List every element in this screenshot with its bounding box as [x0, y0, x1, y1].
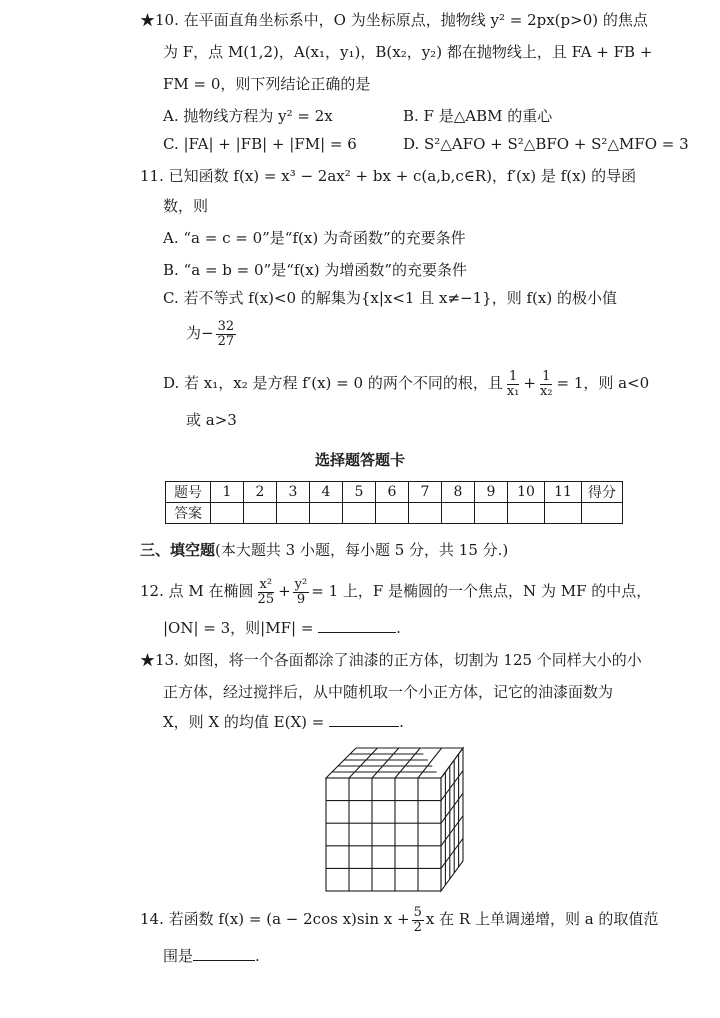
answer-card-row2-label: 答案 [166, 503, 211, 524]
fraction-denominator: x₁ [506, 383, 520, 399]
fraction-numerator: 32 [217, 318, 235, 334]
q11-stem-line1: 已知函数 f(x) = x³ − 2ax² + bx + c(a,b,c∈R)，f′(x) 是 f(x) 的导函 [168, 167, 637, 185]
q14-text-b: x 在 R 上单调递增，则 a 的取值范 [425, 910, 659, 928]
q12-number: 12. [140, 582, 164, 600]
q13-line3 [163, 712, 404, 732]
q11-line1 [140, 166, 636, 186]
answer-cell[interactable] [442, 503, 475, 524]
cube-figure [318, 744, 472, 896]
answer-cell[interactable] [244, 503, 277, 524]
plus-sign: + [523, 374, 536, 392]
q12-text-line2: |ON| = 3，则|MF| = [163, 619, 314, 637]
fraction [256, 578, 277, 606]
answer-card-table [165, 481, 623, 524]
q12-line2 [163, 618, 401, 638]
q10-line1 [140, 10, 648, 30]
answer-cell[interactable] [211, 503, 244, 524]
answer-card-number: 10 [508, 482, 545, 503]
fraction-numerator: 1 [542, 368, 551, 384]
q14-number: 14. [140, 910, 164, 928]
fraction-numerator: 1 [508, 368, 518, 384]
fraction-numerator: y² [294, 576, 308, 592]
fraction [216, 320, 237, 348]
q11-number: 11. [140, 167, 164, 185]
answer-cell[interactable] [475, 503, 508, 524]
q12-end: . [396, 619, 401, 637]
q13-end: . [399, 713, 404, 731]
answer-cell[interactable] [409, 503, 442, 524]
answer-card-title: 选择题答题卡 [314, 451, 405, 469]
answer-card-number: 11 [545, 482, 582, 503]
section3-note: (本大题共 3 小题，每小题 5 分，共 15 分.) [215, 541, 509, 559]
fraction-numerator: 5 [413, 904, 422, 920]
q14-line2 [163, 946, 260, 966]
answer-card-number: 9 [475, 482, 508, 503]
q11-option-c-line1: C. 若不等式 f(x)<0 的解集为{x|x<1 且 x≠−1}，则 f(x) 的极小值 [163, 289, 617, 307]
answer-cell[interactable] [277, 503, 310, 524]
q11-option-d-line1 [163, 368, 649, 398]
q14-line1 [140, 904, 658, 934]
answer-cell[interactable] [508, 503, 545, 524]
fraction-denominator: 27 [217, 333, 235, 349]
q12-text-b: = 1 上，F 是椭圆的一个焦点，N 为 MF 的中点， [311, 582, 652, 600]
q14-text-a: 若函数 f(x) = (a − 2cos x)sin x + [168, 910, 410, 928]
fraction [505, 370, 522, 398]
q11-option-a: A. “a = c = 0”是“f(x) 为奇函数”的充要条件 [163, 229, 466, 247]
q12-text-a: 点 M 在椭圆 [168, 582, 254, 600]
fraction-denominator: 25 [257, 591, 275, 607]
fraction [412, 906, 424, 934]
q13-line1 [140, 650, 642, 670]
fraction [538, 370, 555, 398]
answer-cell[interactable] [310, 503, 343, 524]
answer-card-number: 3 [277, 482, 310, 503]
answer-blank[interactable] [329, 712, 399, 727]
fraction-denominator: x₂ [539, 383, 553, 399]
answer-card-number: 4 [310, 482, 343, 503]
q14-text-line2: 围是 [163, 947, 194, 965]
answer-cell[interactable] [343, 503, 376, 524]
section3-heading [140, 540, 508, 560]
answer-blank[interactable] [193, 946, 255, 961]
answer-cell[interactable] [376, 503, 409, 524]
q13-stem-line1: 如图，将一个各面都涂了油漆的正方体，切割为 125 个同样大小的小 [183, 651, 642, 669]
answer-card-number: 8 [442, 482, 475, 503]
answer-blank[interactable] [318, 618, 396, 633]
q11-option-d-line2: 或 a>3 [186, 411, 237, 429]
answer-cell[interactable] [545, 503, 582, 524]
q13-text-line3: X，则 X 的均值 E(X) = [163, 713, 325, 731]
answer-card-number-row [166, 482, 623, 503]
answer-card-number: 5 [343, 482, 376, 503]
q11-stem-line2: 数，则 [163, 197, 209, 215]
q14-end: . [255, 947, 260, 965]
q11-option-b: B. “a = b = 0”是“f(x) 为增函数”的充要条件 [163, 261, 468, 279]
q10-option-a: A. 抛物线方程为 y² = 2x [163, 107, 333, 125]
fraction-denominator: 2 [413, 919, 422, 935]
answer-card-answer-row [166, 503, 623, 524]
q13-stem-line2: 正方体，经过搅拌后，从中随机取一个小正方体，记它的油漆面数为 [163, 683, 614, 701]
fraction [293, 578, 310, 606]
answer-card-number: 1 [211, 482, 244, 503]
fraction-denominator: 9 [296, 591, 306, 607]
answer-card-score-label: 得分 [582, 482, 623, 503]
q10-stem-line1: 在平面直角坐标系中，O 为坐标原点，抛物线 y² = 2px(p>0) 的焦点 [183, 11, 648, 29]
answer-card-number: 7 [409, 482, 442, 503]
q11-option-c-line2 [186, 318, 238, 348]
section3-title: 三、填空题 [140, 541, 216, 559]
q10-option-c: C. |FA| + |FB| + |FM| = 6 [163, 135, 357, 153]
q10-option-d: D. S²△AFO + S²△BFO + S²△MFO = 3 [403, 135, 689, 153]
score-cell[interactable] [582, 503, 623, 524]
plus-sign: + [278, 582, 291, 600]
q11-option-c-prefix: 为− [186, 324, 214, 342]
q12-line1 [140, 576, 651, 606]
q11-option-d-text-b: = 1，则 a<0 [556, 374, 650, 392]
fraction-numerator: x² [259, 576, 273, 592]
cube-grid-lines [326, 748, 463, 891]
q10-stem-line2: 为 F，点 M(1,2)，A(x₁，y₁)，B(x₂，y₂) 都在抛物线上，且 FA + FB + [163, 43, 653, 61]
q11-option-d-text-a: D. 若 x₁，x₂ 是方程 f′(x) = 0 的两个不同的根，且 [163, 374, 503, 392]
answer-card-number: 2 [244, 482, 277, 503]
answer-card-row1-label: 题号 [166, 482, 211, 503]
q10-stem-line3: FM = 0，则下列结论正确的是 [163, 75, 371, 93]
q13-number: ★13. [140, 651, 179, 669]
q10-number: ★10. [140, 11, 179, 29]
q10-option-b: B. F 是△ABM 的重心 [403, 107, 553, 125]
answer-card-number: 6 [376, 482, 409, 503]
